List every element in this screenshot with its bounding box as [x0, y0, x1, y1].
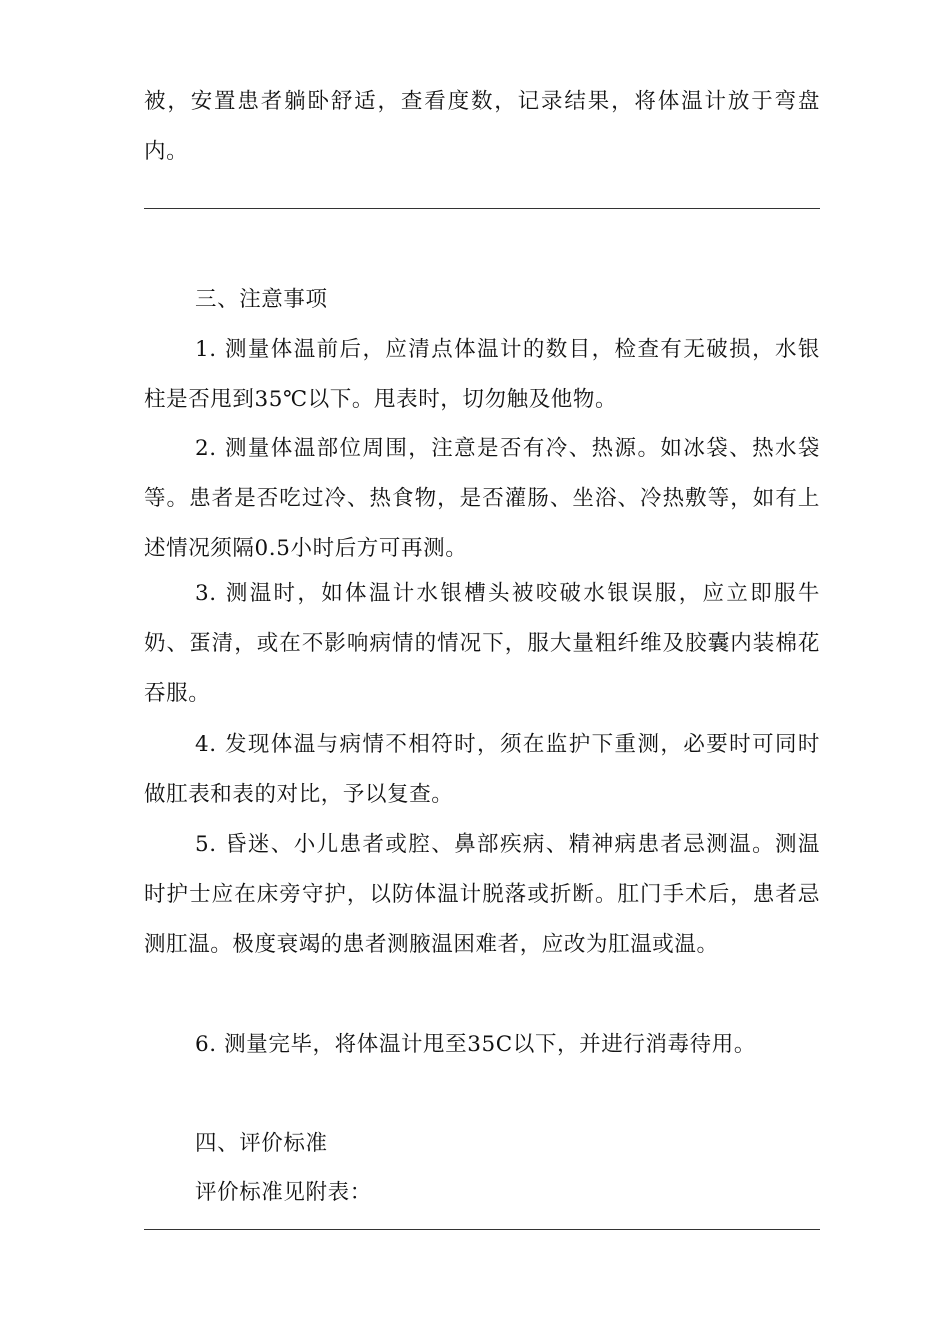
section-4-heading: 四、评价标准 [195, 1131, 328, 1156]
note-item-1: 1. 测量体温前后，应清点体温计的数目，检查有无破损，水银柱是否甩到35℃以下。甩表时，切勿触及他物。 [144, 337, 820, 412]
note-item-5: 5. 昏迷、小儿患者或腔、鼻部疾病、精神病患者忌测温。测温时护士应在床旁守护，以防体温计脱落或折断。肛门手术后，患者忌测肛温。极度衰竭的患者测腋温困难者，应改为肛温或温。 [144, 832, 820, 957]
note-item-6: 6. 测量完毕，将体温计甩至35C以下，并进行消毒待用。 [195, 1032, 756, 1057]
note-item-2: 2. 测量体温部位周围，注意是否有冷、热源。如冰袋、热水袋等。患者是否吃过冷、热食物，是否灌肠、坐浴、冷热敷等，如有上述情况须隔0.5小时后方可再测。 [144, 436, 820, 561]
horizontal-divider-bottom [144, 1229, 820, 1230]
section-3-heading: 三、注意事项 [195, 287, 328, 312]
note-item-4: 4. 发现体温与病情不相符时，须在监护下重测，必要时可同时做肛表和表的对比，予以复查。 [144, 732, 820, 807]
continuation-paragraph: 被，安置患者躺卧舒适，查看度数，记录结果，将体温计放于弯盘内。 [144, 89, 820, 164]
note-item-3: 3. 测温时，如体温计水银槽头被咬破水银误服，应立即服牛奶、蛋清，或在不影响病情的情况下，服大量粗纤维及胶囊内装棉花吞服。 [144, 581, 820, 706]
section-4-body: 评价标准见附表： [195, 1180, 372, 1205]
horizontal-divider [144, 208, 820, 209]
